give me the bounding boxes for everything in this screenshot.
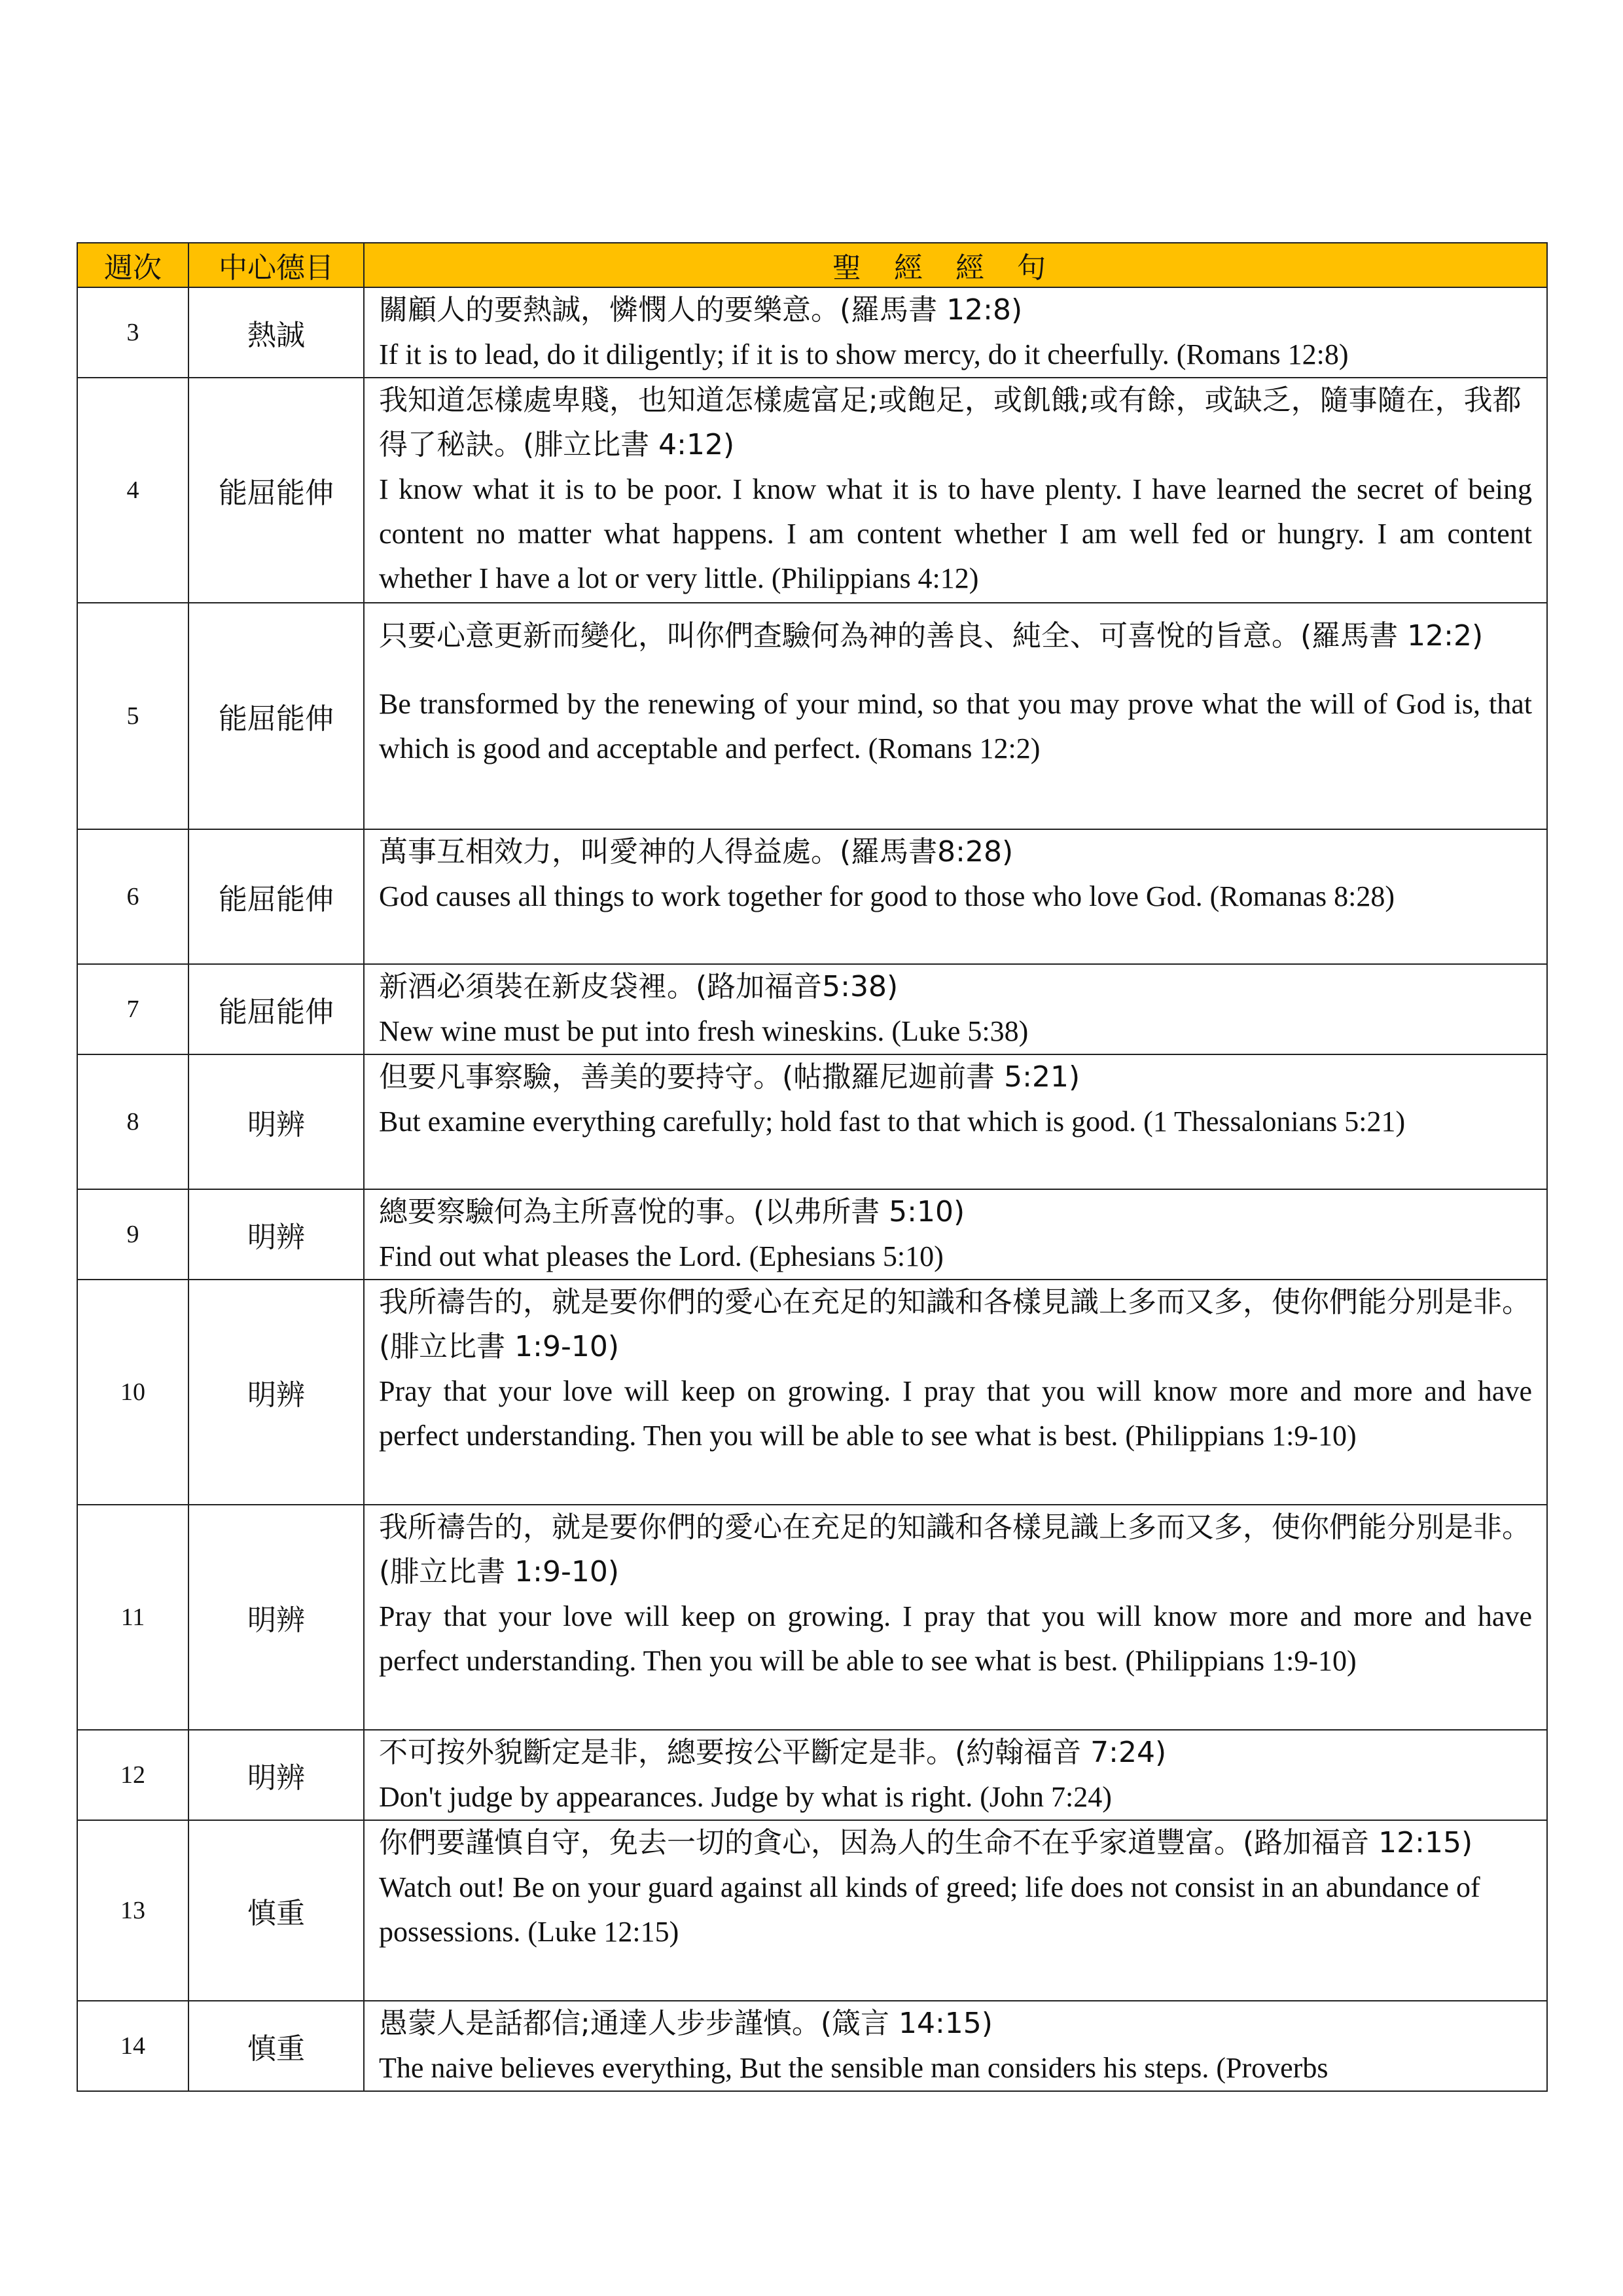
- verse-chinese: 愚蒙人是話都信;通達人步步謹慎。(箴言 14:15): [379, 2007, 993, 2040]
- verse-chinese: 萬事互相效力，叫愛神的人得益處。(羅馬書8:28): [379, 835, 1014, 869]
- verse-english: But examine everything carefully; hold fast to that which is good. (1 Thessalonians 5:21): [379, 1105, 1406, 1138]
- verse-cell: [364, 378, 1547, 603]
- table-row: [77, 287, 1547, 378]
- table-header-row: [77, 243, 1547, 287]
- virtue-label: 能屈能伸: [188, 829, 364, 964]
- verse-cell: [364, 964, 1547, 1054]
- verse-chinese: 你們要謹慎自守，免去一切的貪心，因為人的生命不在乎家道豐富。(路加福音 12:15): [379, 1826, 1473, 1859]
- verse-english: Don't judge by appearances. Judge by what is right. (John 7:24): [379, 1781, 1112, 1813]
- week-number: 13: [77, 1820, 188, 2001]
- table-row: [77, 964, 1547, 1054]
- verse-table: [77, 242, 1548, 2092]
- verse-english: Be transformed by the renewing of your mind, so that you may prove what the will of God is, that which is good and acceptable and perfect. (Romans 12:2): [379, 688, 1532, 764]
- week-number: 3: [77, 287, 188, 378]
- virtue-label: 能屈能伸: [188, 378, 364, 603]
- verse-english: New wine must be put into fresh wineskins. (Luke 5:38): [379, 1015, 1029, 1047]
- verse-english: Pray that your love will keep on growing. I pray that you will know more and more and have perfect understanding. Then you will be able to see what is best. (Philippians 1:9-10): [379, 1600, 1532, 1677]
- week-number: 12: [77, 1730, 188, 1820]
- virtue-label: 明辨: [188, 1280, 364, 1505]
- week-number: 11: [77, 1505, 188, 1730]
- verse-cell: [364, 1280, 1547, 1505]
- verse-chinese: 我知道怎樣處卑賤，也知道怎樣處富足;或飽足，或飢餓;或有餘，或缺乏，隨事隨在，我都得了秘訣。(腓立比書 4:12): [379, 384, 1522, 461]
- verse-cell: [364, 829, 1547, 964]
- virtue-label: 明辨: [188, 1730, 364, 1820]
- table-row: [77, 1505, 1547, 1730]
- verse-chinese: 新酒必須裝在新皮袋裡。(路加福音5:38): [379, 970, 899, 1003]
- virtue-label: 能屈能伸: [188, 964, 364, 1054]
- verse-chinese: 我所禱告的，就是要你們的愛心在充足的知識和各樣見識上多而又多，使你們能分別是非。(腓立比書 1:9-10): [379, 1285, 1531, 1363]
- table-row: [77, 1280, 1547, 1505]
- verse-cell: [364, 2001, 1547, 2091]
- verse-cell: [364, 1820, 1547, 2001]
- table-row: [77, 1820, 1547, 2001]
- week-number: 8: [77, 1054, 188, 1189]
- header-verse: 聖經經句: [364, 243, 1547, 287]
- week-number: 7: [77, 964, 188, 1054]
- verse-chinese: 只要心意更新而變化，叫你們查驗何為神的善良、純全、可喜悅的旨意。(羅馬書 12:2): [379, 619, 1484, 653]
- virtue-label: 慎重: [188, 1820, 364, 2001]
- verse-english: Pray that your love will keep on growing. I pray that you will know more and more and have perfect understanding. Then you will be able to see what is best. (Philippians 1:9-10): [379, 1375, 1532, 1452]
- week-number: 6: [77, 829, 188, 964]
- verse-english: I know what it is to be poor. I know what it is to have plenty. I have learned the secret of being content no matter what happens. I am content whether I am well fed or hungry. I am content whether I have a lot or very little. (Philippians 4:12): [379, 473, 1532, 594]
- verse-chinese: 但要凡事察驗，善美的要持守。(帖撒羅尼迦前書 5:21): [379, 1060, 1080, 1094]
- virtue-label: 熱誠: [188, 287, 364, 378]
- verse-english: The naive believes everything, But the sensible man considers his steps. (Proverbs: [379, 2052, 1329, 2084]
- week-number: 5: [77, 603, 188, 829]
- verse-cell: [364, 1730, 1547, 1820]
- table-row: [77, 603, 1547, 829]
- verse-cell: [364, 287, 1547, 378]
- virtue-label: 能屈能伸: [188, 603, 364, 829]
- table-row: [77, 1054, 1547, 1189]
- virtue-label: 明辨: [188, 1054, 364, 1189]
- table-row: [77, 829, 1547, 964]
- virtue-label: 明辨: [188, 1505, 364, 1730]
- week-number: 14: [77, 2001, 188, 2091]
- verse-english: If it is to lead, do it diligently; if it is to show mercy, do it cheerfully. (Romans 12:8): [379, 338, 1349, 370]
- verse-cell: [364, 1505, 1547, 1730]
- verse-chinese: 總要察驗何為主所喜悅的事。(以弗所書 5:10): [379, 1195, 965, 1229]
- header-week: 週次: [77, 243, 188, 287]
- virtue-label: 明辨: [188, 1189, 364, 1280]
- verse-cell: [364, 603, 1547, 829]
- week-number: 9: [77, 1189, 188, 1280]
- verse-cell: [364, 1054, 1547, 1189]
- header-virtue: 中心德目: [188, 243, 364, 287]
- table-row: [77, 2001, 1547, 2091]
- week-number: 4: [77, 378, 188, 603]
- virtue-label: 慎重: [188, 2001, 364, 2091]
- verse-cell: [364, 1189, 1547, 1280]
- verse-english: Find out what pleases the Lord. (Ephesians 5:10): [379, 1240, 944, 1272]
- verse-chinese: 不可按外貌斷定是非，總要按公平斷定是非。(約翰福音 7:24): [379, 1736, 1167, 1769]
- verse-chinese: 關顧人的要熱誠，憐憫人的要樂意。(羅馬書 12:8): [379, 293, 1023, 327]
- verse-english: God causes all things to work together for good to those who love God. (Romanas 8:28): [379, 880, 1395, 912]
- verse-english: Watch out! Be on your guard against all kinds of greed; life does not consist in an abundance of possessions. (Luke 12:15): [379, 1871, 1480, 1948]
- table-row: [77, 378, 1547, 603]
- verse-chinese: 我所禱告的，就是要你們的愛心在充足的知識和各樣見識上多而又多，使你們能分別是非。(腓立比書 1:9-10): [379, 1511, 1531, 1588]
- table-row: [77, 1730, 1547, 1820]
- week-number: 10: [77, 1280, 188, 1505]
- table-row: [77, 1189, 1547, 1280]
